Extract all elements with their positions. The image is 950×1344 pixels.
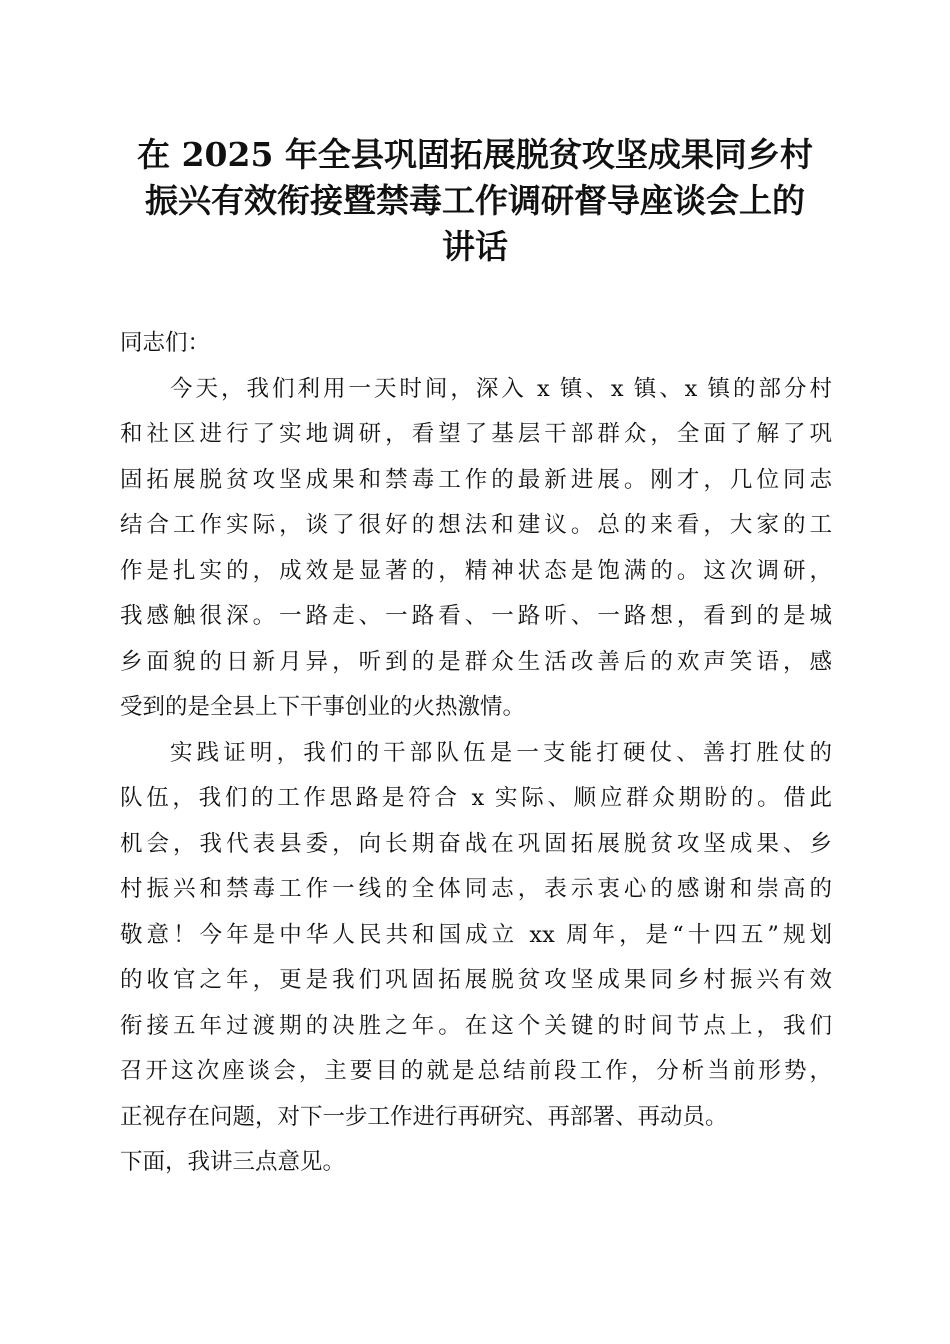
paragraph-line: 今天，我们利用一天时间，深入 x 镇、x 镇、x 镇的部分村 <box>170 375 832 402</box>
paragraph-line: 机会，我代表县委，向长期奋战在巩固拓展脱贫攻坚成果、乡 <box>120 830 832 857</box>
paragraph-line: 固拓展脱贫攻坚成果和禁毒工作的最新进展。刚才，几位同志 <box>120 466 832 493</box>
paragraph-1 <box>120 367 832 731</box>
paragraph-line: 正视存在问题，对下一步工作进行再研究、再部署、再动员。 <box>120 1103 728 1130</box>
paragraph-2 <box>120 731 832 1186</box>
paragraph-line: 实践证明，我们的干部队伍是一支能打硬仗、善打胜仗的 <box>170 739 832 766</box>
title-line: 在 2025 年全县巩固拓展脱贫攻坚成果同乡村 <box>137 135 813 174</box>
paragraph-line: 敬意！今年是中华人民共和国成立 xx 周年，是“十四五”规划 <box>120 921 832 948</box>
paragraph-line: 和社区进行了实地调研，看望了基层干部群众，全面了解了巩 <box>120 421 832 447</box>
paragraph-line: 受到的是全县上下干事创业的火热激情。 <box>120 694 526 720</box>
paragraph-line: 衔接五年过渡期的决胜之年。在这个关键的时间节点上，我们 <box>120 1012 832 1039</box>
paragraph-line: 结合工作实际，谈了很好的想法和建议。总的来看，大家的工 <box>120 512 832 538</box>
document-body <box>120 321 832 1186</box>
paragraph-line: 村振兴和禁毒工作一线的全体同志，表示衷心的感谢和崇高的 <box>120 876 832 902</box>
paragraph-line: 队伍，我们的工作思路是符合 x 实际、顺应群众期盼的。借此 <box>120 785 832 811</box>
paragraph-line: 的收官之年，更是我们巩固拓展脱贫攻坚成果同乡村振兴有效 <box>120 967 832 993</box>
paragraph-line: 召开这次座谈会，主要目的就是总结前段工作，分析当前形势， <box>120 1058 832 1084</box>
paragraph-line: 作是扎实的，成效是显著的，精神状态是饱满的。这次调研， <box>120 557 832 584</box>
title-line: 振兴有效衔接暨禁毒工作调研督导座谈会上的 <box>145 181 805 220</box>
salutation: 同志们： <box>120 330 211 356</box>
paragraph-line: 乡面貌的日新月异，听到的是群众生活改善后的欢声笑语，感 <box>120 648 832 675</box>
title-line: 讲话 <box>442 227 508 266</box>
paragraph-line: 下面，我讲三点意见。 <box>120 1149 346 1175</box>
document-title <box>110 132 840 270</box>
paragraph-line: 我感触很深。一路走、一路看、一路听、一路想，看到的是城 <box>120 603 832 629</box>
